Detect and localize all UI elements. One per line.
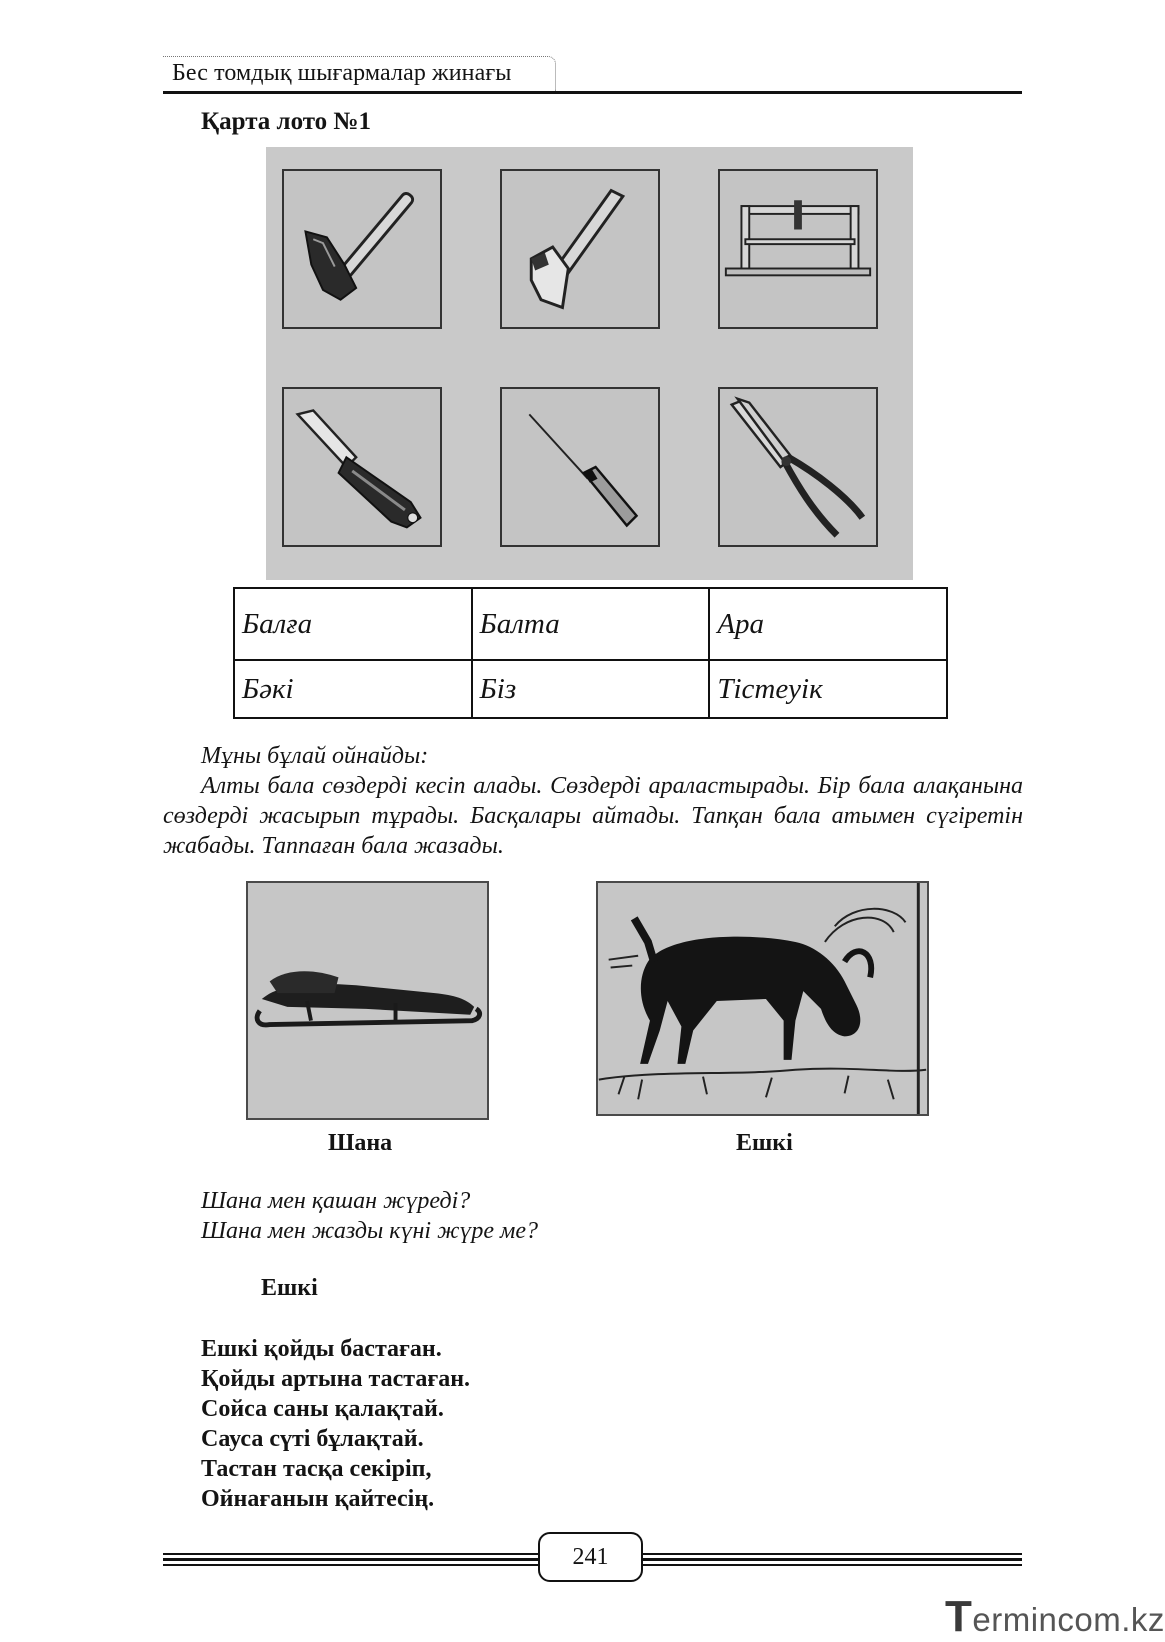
word-cell: Тістеуік	[709, 660, 947, 718]
word-cell: Бәкі	[234, 660, 472, 718]
word-table	[233, 587, 948, 719]
lotto-card	[266, 147, 913, 580]
pocket-knife-icon	[282, 387, 442, 547]
poem-line: Сауса сүті бұлақтай.	[201, 1426, 424, 1452]
saw-icon	[718, 169, 878, 329]
poem-line: Ойнағанын қайтесің.	[201, 1486, 435, 1512]
word-cell: Балға	[234, 588, 472, 660]
pliers-icon	[718, 387, 878, 547]
section-title: Қарта лото №1	[201, 108, 372, 135]
question-line-2: Шана мен жазды күні жүре ме?	[201, 1218, 539, 1244]
rules-paragraph: Алты бала сөздерді кесіп алады. Сөздерді араластырады. Бір бала алақанына сөздерді жасырып тұрады. Басқалары айтады. Тапқан бала атымен сүгіретін жабады. Таппаған бала жазады.	[163, 773, 1023, 859]
axe-icon	[500, 169, 660, 329]
word-cell: Балта	[472, 588, 710, 660]
watermark-logo: Termincom.kz	[945, 1592, 1165, 1641]
table-row	[234, 660, 947, 718]
poem-line: Сойса саны қалақтай.	[201, 1396, 444, 1422]
poem-line: Ешкі қойды бастаған.	[201, 1336, 442, 1362]
poem-line: Тастан тасқа секіріп,	[201, 1456, 432, 1482]
hammer-icon	[282, 169, 442, 329]
sled-image	[246, 881, 489, 1120]
poem-title: Ешкі	[261, 1275, 318, 1301]
goat-image	[596, 881, 929, 1116]
page-number: 241	[538, 1532, 643, 1582]
poem	[201, 1334, 470, 1514]
awl-icon	[500, 387, 660, 547]
table-row	[234, 588, 947, 660]
poem-line: Қойды артына тастаған.	[201, 1366, 471, 1392]
question-line-1: Шана мен қашан жүреді?	[201, 1188, 471, 1214]
rules-heading: Мұны бұлай ойнайды:	[201, 743, 429, 769]
header-rule	[163, 91, 1022, 94]
sled-caption: Шана	[328, 1130, 393, 1156]
running-header-title: Бес томдық шығармалар жинағы	[172, 60, 512, 86]
word-cell: Біз	[472, 660, 710, 718]
word-cell: Ара	[709, 588, 947, 660]
goat-caption: Ешкі	[736, 1130, 793, 1156]
